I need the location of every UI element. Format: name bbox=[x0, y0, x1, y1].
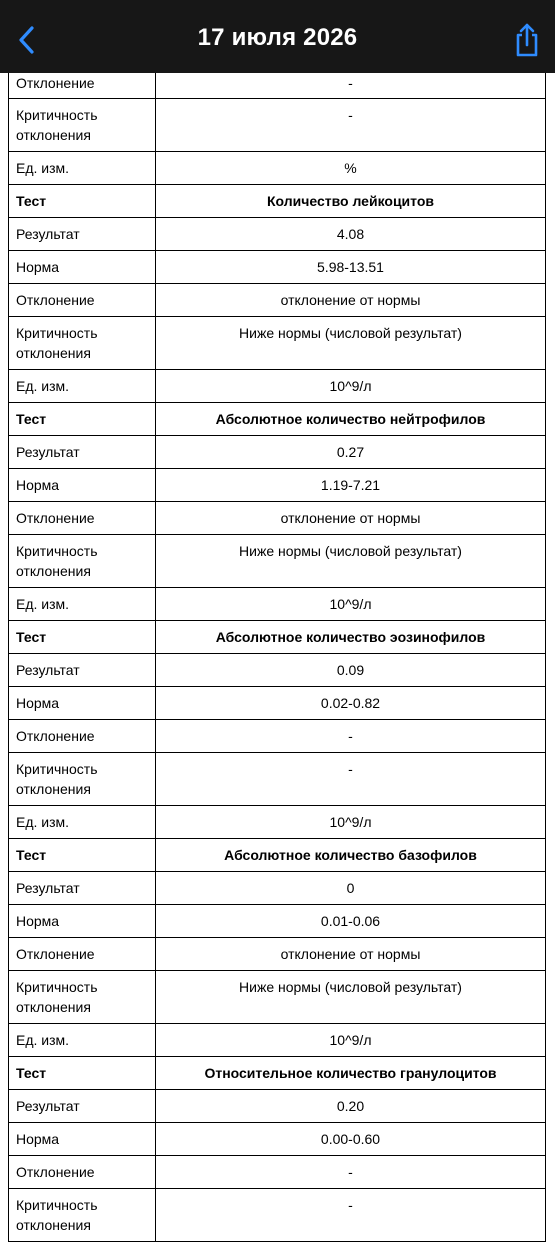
row-value: 10^9/л bbox=[156, 588, 546, 621]
table-row bbox=[9, 654, 546, 687]
row-label: Результат bbox=[9, 436, 156, 469]
row-label: Результат bbox=[9, 654, 156, 687]
test-header-row bbox=[9, 185, 546, 218]
row-label: Ед. изм. bbox=[9, 152, 156, 185]
row-value: отклонение от нормы bbox=[156, 284, 546, 317]
table-row bbox=[9, 687, 546, 720]
test-name: Относительное количество гранулоцитов bbox=[156, 1057, 546, 1090]
row-label: Отклонение bbox=[9, 720, 156, 753]
row-label: Результат bbox=[9, 218, 156, 251]
row-value: - bbox=[156, 753, 546, 806]
row-value: - bbox=[156, 720, 546, 753]
table-row bbox=[9, 317, 546, 370]
table-row bbox=[9, 1123, 546, 1156]
navigation-bar bbox=[0, 0, 555, 73]
row-label: Норма bbox=[9, 251, 156, 284]
row-value: 0.02-0.82 bbox=[156, 687, 546, 720]
table-row bbox=[9, 1156, 546, 1189]
table-row bbox=[9, 971, 546, 1024]
table-row bbox=[9, 905, 546, 938]
table-row bbox=[9, 872, 546, 905]
row-label: Результат bbox=[9, 872, 156, 905]
row-label: Отклонение bbox=[9, 502, 156, 535]
row-value: 10^9/л bbox=[156, 806, 546, 839]
row-value: 0.01-0.06 bbox=[156, 905, 546, 938]
test-name: Количество лейкоцитов bbox=[156, 185, 546, 218]
table-row bbox=[9, 370, 546, 403]
row-label: Критичность отклонения bbox=[9, 753, 156, 806]
row-value: Ниже нормы (числовой результат) bbox=[156, 535, 546, 588]
row-value: 0 bbox=[156, 872, 546, 905]
row-label: Тест bbox=[9, 1057, 156, 1090]
test-name: Абсолютное количество эозинофилов bbox=[156, 621, 546, 654]
table-row bbox=[9, 99, 546, 152]
row-label: Ед. изм. bbox=[9, 1024, 156, 1057]
test-name: Абсолютное количество базофилов bbox=[156, 839, 546, 872]
table-row bbox=[9, 152, 546, 185]
row-label: Тест bbox=[9, 839, 156, 872]
row-label: Отклонение bbox=[9, 938, 156, 971]
row-value: 10^9/л bbox=[156, 1024, 546, 1057]
test-header-row bbox=[9, 621, 546, 654]
table-row bbox=[9, 535, 546, 588]
table-row bbox=[9, 720, 546, 753]
row-value: 1.19-7.21 bbox=[156, 469, 546, 502]
table-row bbox=[9, 588, 546, 621]
table-row bbox=[9, 1090, 546, 1123]
row-value: - bbox=[156, 63, 546, 99]
row-label: Ед. изм. bbox=[9, 806, 156, 839]
test-header-row bbox=[9, 1057, 546, 1090]
row-label: Критичность отклонения bbox=[9, 317, 156, 370]
row-label: Отклонение bbox=[9, 1156, 156, 1189]
row-label: Тест bbox=[9, 185, 156, 218]
row-label: Ед. изм. bbox=[9, 370, 156, 403]
table-row bbox=[9, 251, 546, 284]
row-value: % bbox=[156, 152, 546, 185]
share-button[interactable] bbox=[511, 20, 543, 60]
row-value: отклонение от нормы bbox=[156, 938, 546, 971]
row-value: 0.09 bbox=[156, 654, 546, 687]
row-label: Ед. изм. bbox=[9, 588, 156, 621]
table-row bbox=[9, 806, 546, 839]
share-icon bbox=[511, 20, 543, 60]
row-label: Тест bbox=[9, 403, 156, 436]
row-label: Критичность отклонения bbox=[9, 1189, 156, 1242]
row-value: Ниже нормы (числовой результат) bbox=[156, 317, 546, 370]
row-value: 5.98-13.51 bbox=[156, 251, 546, 284]
table-row bbox=[9, 1189, 546, 1242]
row-label: Отклонение bbox=[9, 284, 156, 317]
row-label: Результат bbox=[9, 1090, 156, 1123]
test-name: Абсолютное количество нейтрофилов bbox=[156, 403, 546, 436]
row-value: 0.20 bbox=[156, 1090, 546, 1123]
row-value: 0.27 bbox=[156, 436, 546, 469]
row-label: Критичность отклонения bbox=[9, 99, 156, 152]
table-row bbox=[9, 938, 546, 971]
row-value: Ниже нормы (числовой результат) bbox=[156, 971, 546, 1024]
row-value: 10^9/л bbox=[156, 370, 546, 403]
row-label: Норма bbox=[9, 1123, 156, 1156]
table-row bbox=[9, 284, 546, 317]
row-label: Норма bbox=[9, 687, 156, 720]
table-row bbox=[9, 1024, 546, 1057]
row-label: Норма bbox=[9, 469, 156, 502]
row-label: Тест bbox=[9, 621, 156, 654]
row-value: 4.08 bbox=[156, 218, 546, 251]
row-label: Критичность отклонения bbox=[9, 971, 156, 1024]
table-row bbox=[9, 753, 546, 806]
table-row bbox=[9, 436, 546, 469]
table-row bbox=[9, 502, 546, 535]
row-value: - bbox=[156, 1189, 546, 1242]
page-title: 17 июля 2026 bbox=[197, 24, 358, 51]
row-label: Норма bbox=[9, 905, 156, 938]
row-value: - bbox=[156, 1156, 546, 1189]
results-table bbox=[8, 62, 546, 1242]
row-value: - bbox=[156, 99, 546, 152]
row-label: Критичность отклонения bbox=[9, 535, 156, 588]
results-content bbox=[0, 62, 555, 1242]
test-header-row bbox=[9, 839, 546, 872]
row-label: Отклонение bbox=[9, 63, 156, 99]
row-value: 0.00-0.60 bbox=[156, 1123, 546, 1156]
table-row bbox=[9, 218, 546, 251]
row-value: отклонение от нормы bbox=[156, 502, 546, 535]
table-row bbox=[9, 469, 546, 502]
test-header-row bbox=[9, 403, 546, 436]
